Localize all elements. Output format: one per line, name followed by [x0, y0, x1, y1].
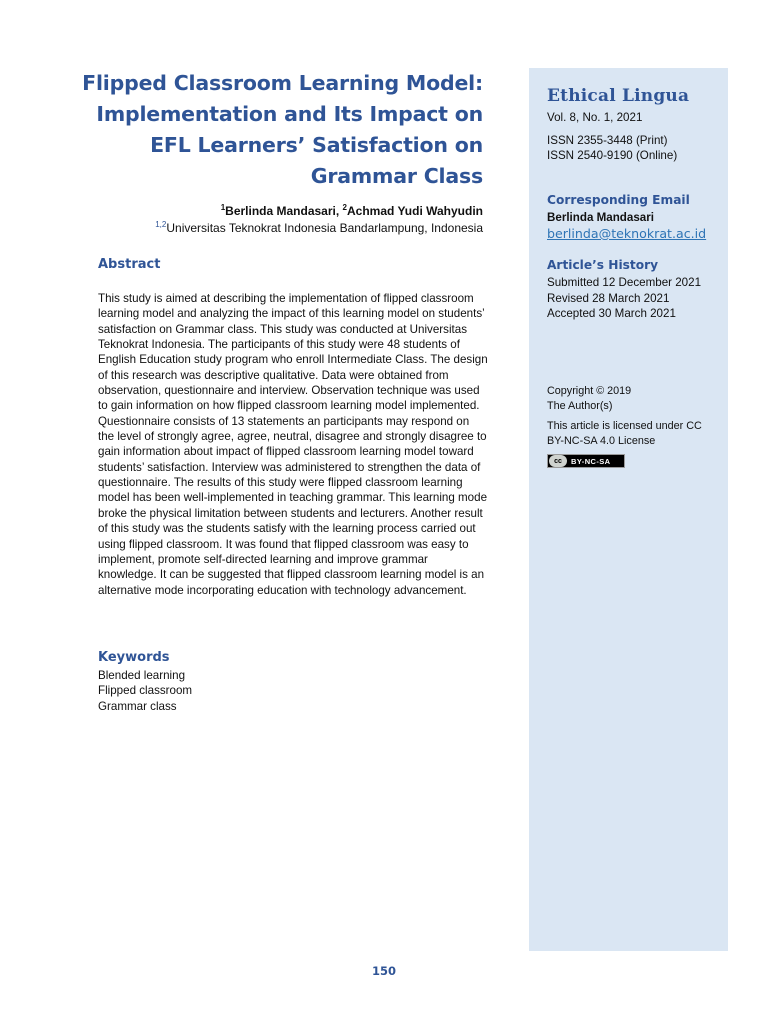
affiliation: Universitas Teknokrat Indonesia Bandarlampung, Indonesia [166, 221, 483, 235]
keywords-list [98, 668, 192, 714]
corresponding-heading: Corresponding Email [547, 193, 690, 207]
corresponding-name: Berlinda Mandasari [547, 211, 654, 224]
affiliation-line [130, 220, 483, 235]
author-1-name: Berlinda Mandasari [225, 204, 336, 218]
author-line [150, 203, 483, 218]
author-2-name: Achmad Yudi Wahyudin [346, 204, 483, 218]
cc-icon: cc [549, 455, 567, 467]
author-1-sup: 1 [220, 203, 226, 212]
corresponding-email-link[interactable]: berlinda@teknokrat.ac.id [547, 226, 707, 241]
submitted-date: Submitted 12 December 2021 [547, 276, 702, 289]
copyright-line: Copyright © 2019 [547, 385, 632, 397]
issn-print: ISSN 2355-3448 (Print) [547, 134, 668, 147]
keywords-heading: Keywords [98, 650, 170, 665]
keyword-item: Grammar class [98, 699, 177, 713]
copyright-holder: The Author(s) [547, 400, 613, 412]
accepted-date: Accepted 30 March 2021 [547, 307, 676, 320]
cc-badge-text: BY-NC-SA [571, 456, 611, 466]
abstract-heading: Abstract [98, 257, 161, 272]
abstract-text: This study is aimed at describing the implementation of flipped classroom learning model and analyzing the impact of this learning model on students’ satisfaction on Grammar class. This study was conducted at Universitas Teknokrat Indonesia. The participants of this study were 48 students of English Education study program who enroll Intermediate Class. The design of this research was descriptive qualitative. Data were obtained from observation, questionnaire and interview. Observation technique was used to gain information on how flipped classroom learning model implemented. Questionnaire consists of 13 statements an participants may respond on the level of strongly agree, agree, neutral, disagree and strongly disagree to gain information about impact of flipped classroom learning model toward students’ satisfaction. Interview was administered to strengthen the data of questionnaire. The results of this study were flipped classroom learning model has been well-implemented in teaching grammar. This learning mode broke the physical limitation between students and lecturers. Another result of this study was the students satisfy with the learning process carried out using flipped classroom. It was found that flipped classroom was easy to implement, promote self-directed learning and improve grammar knowledge. It can be suggested that flipped classroom learning model is an alternative mode incorporating education with technology advancement. [98, 292, 488, 597]
volume-info: Vol. 8, No. 1, 2021 [547, 111, 643, 124]
affiliation-sup: 1,2 [155, 220, 167, 229]
cc-license-badge[interactable] [547, 454, 625, 468]
license-line-2: BY-NC-SA 4.0 License [547, 435, 656, 447]
paper-title: Flipped Classroom Learning Model: Implementation and Its Impact on EFL Learners’ Satisfaction on Grammar Class [82, 71, 483, 188]
author-2-sup: 2 [342, 203, 347, 212]
revised-date: Revised 28 March 2021 [547, 292, 670, 305]
license-line-1: This article is licensed under CC [547, 420, 702, 432]
history-heading: Article’s History [547, 258, 659, 272]
keyword-item: Blended learning [98, 669, 186, 682]
journal-name: Ethical Lingua [547, 86, 690, 106]
keyword-item: Flipped classroom [98, 684, 193, 698]
author-separator: , [335, 204, 343, 218]
page-number: 150 [371, 964, 396, 978]
issn-online: ISSN 2540-9190 (Online) [547, 149, 678, 162]
